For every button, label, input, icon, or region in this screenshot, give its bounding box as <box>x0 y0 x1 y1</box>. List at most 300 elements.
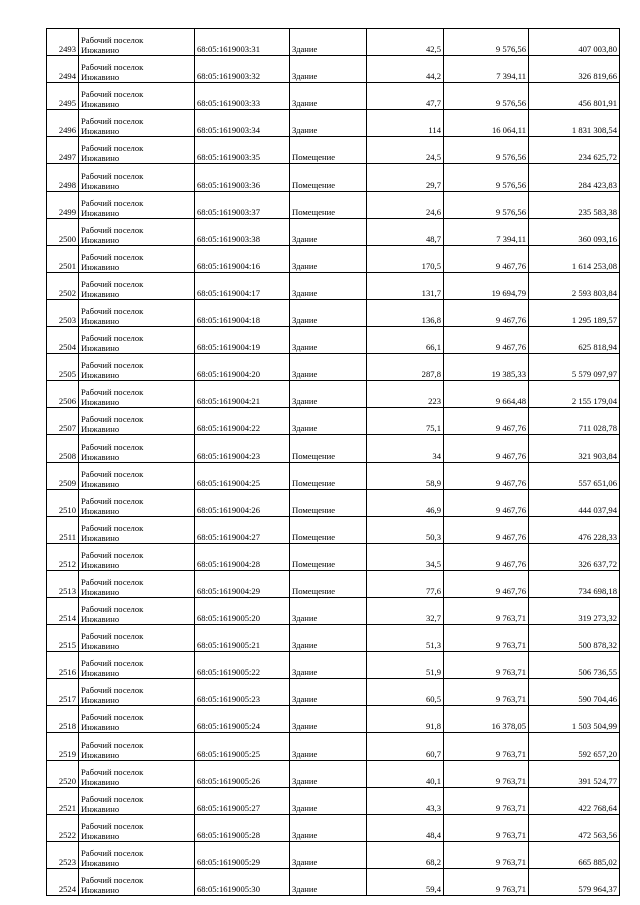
cadastral-number: 68:05:1619005:28 <box>195 814 290 841</box>
cadastral-value: 234 625,72 <box>529 137 620 164</box>
cadastral-value: 711 028,78 <box>529 408 620 435</box>
address-line-1: Рабочий поселок <box>81 658 144 669</box>
object-type: Помещение <box>290 435 367 462</box>
table-row <box>47 706 620 733</box>
address-line-2: Инжавино <box>81 803 120 814</box>
address-line-2: Инжавино <box>81 885 120 895</box>
cadastral-number: 68:05:1619004:17 <box>195 272 290 299</box>
address-line-2: Инжавино <box>81 99 120 110</box>
row-number: 2498 <box>47 164 79 191</box>
area-value: 75,1 <box>367 408 444 435</box>
row-number: 2504 <box>47 327 79 354</box>
address-line-2: Инжавино <box>81 153 120 164</box>
address-cell <box>79 679 195 706</box>
address-line-2: Инжавино <box>81 45 120 56</box>
address-line-1: Рабочий поселок <box>81 793 144 804</box>
address-line-1: Рабочий поселок <box>81 387 144 398</box>
address-line-2: Инжавино <box>81 559 120 570</box>
address-line-1: Рабочий поселок <box>81 35 144 46</box>
address-line-1: Рабочий поселок <box>81 251 144 262</box>
address-line-1: Рабочий поселок <box>81 604 144 615</box>
table-row <box>47 435 620 462</box>
address-line-2: Инжавино <box>81 180 120 191</box>
cadastral-number: 68:05:1619005:25 <box>195 733 290 760</box>
address-cell <box>79 516 195 543</box>
address-cell <box>79 462 195 489</box>
object-type: Здание <box>290 110 367 137</box>
cadastral-value-table <box>46 28 620 896</box>
row-number: 2519 <box>47 733 79 760</box>
cadastral-value: 557 651,06 <box>529 462 620 489</box>
address-cell <box>79 191 195 218</box>
area-value: 223 <box>367 381 444 408</box>
row-number: 2516 <box>47 652 79 679</box>
address-line-1: Рабочий поселок <box>81 576 144 587</box>
specific-value: 9 664,48 <box>444 381 529 408</box>
cadastral-number: 68:05:1619004:26 <box>195 489 290 516</box>
area-value: 66,1 <box>367 327 444 354</box>
specific-value: 9 763,71 <box>444 868 529 895</box>
address-line-1: Рабочий поселок <box>81 360 144 371</box>
address-cell <box>79 56 195 83</box>
specific-value: 9 763,71 <box>444 625 529 652</box>
address-line-1: Рабочий поселок <box>81 522 144 533</box>
area-value: 32,7 <box>367 597 444 624</box>
cadastral-number: 68:05:1619005:22 <box>195 652 290 679</box>
address-line-2: Инжавино <box>81 695 120 706</box>
area-value: 136,8 <box>367 299 444 326</box>
table-row <box>47 625 620 652</box>
cadastral-value: 235 583,38 <box>529 191 620 218</box>
specific-value: 16 378,05 <box>444 706 529 733</box>
address-line-2: Инжавино <box>81 857 120 868</box>
address-line-1: Рабочий поселок <box>81 739 144 750</box>
address-line-1: Рабочий поселок <box>81 712 144 723</box>
object-type: Здание <box>290 652 367 679</box>
area-value: 60,7 <box>367 733 444 760</box>
table-row <box>47 83 620 110</box>
area-value: 51,3 <box>367 625 444 652</box>
address-line-2: Инжавино <box>81 316 120 327</box>
object-type: Здание <box>290 29 367 56</box>
cadastral-value: 1 614 253,08 <box>529 245 620 272</box>
cadastral-number: 68:05:1619004:21 <box>195 381 290 408</box>
address-line-1: Рабочий поселок <box>81 549 144 560</box>
address-line-2: Инжавино <box>81 478 120 489</box>
table-row <box>47 597 620 624</box>
cadastral-number: 68:05:1619003:35 <box>195 137 290 164</box>
row-number: 2494 <box>47 56 79 83</box>
specific-value: 9 763,71 <box>444 814 529 841</box>
address-line-1: Рабочий поселок <box>81 441 144 452</box>
address-cell <box>79 489 195 516</box>
specific-value: 9 763,71 <box>444 597 529 624</box>
row-number: 2513 <box>47 570 79 597</box>
row-number: 2511 <box>47 516 79 543</box>
address-line-1: Рабочий поселок <box>81 89 144 100</box>
object-type: Здание <box>290 381 367 408</box>
address-line-2: Инжавино <box>81 749 120 760</box>
address-cell <box>79 625 195 652</box>
row-number: 2500 <box>47 218 79 245</box>
cadastral-value: 506 736,55 <box>529 652 620 679</box>
cadastral-value: 476 228,33 <box>529 516 620 543</box>
row-number: 2507 <box>47 408 79 435</box>
table-row <box>47 570 620 597</box>
row-number: 2515 <box>47 625 79 652</box>
table-row <box>47 354 620 381</box>
cadastral-value: 592 657,20 <box>529 733 620 760</box>
object-type: Здание <box>290 787 367 814</box>
table-row <box>47 408 620 435</box>
address-cell <box>79 245 195 272</box>
cadastral-value: 422 768,64 <box>529 787 620 814</box>
table-row <box>47 299 620 326</box>
area-value: 34,5 <box>367 543 444 570</box>
specific-value: 9 763,71 <box>444 787 529 814</box>
cadastral-value: 319 273,32 <box>529 597 620 624</box>
address-line-1: Рабочий поселок <box>81 766 144 777</box>
address-cell <box>79 868 195 895</box>
cadastral-number: 68:05:1619004:18 <box>195 299 290 326</box>
specific-value: 9 467,76 <box>444 489 529 516</box>
cadastral-value: 326 819,66 <box>529 56 620 83</box>
address-cell <box>79 381 195 408</box>
table-row <box>47 56 620 83</box>
cadastral-number: 68:05:1619003:33 <box>195 83 290 110</box>
specific-value: 19 694,79 <box>444 272 529 299</box>
address-line-1: Рабочий поселок <box>81 685 144 696</box>
object-type: Здание <box>290 56 367 83</box>
address-cell <box>79 760 195 787</box>
address-cell <box>79 787 195 814</box>
row-number: 2505 <box>47 354 79 381</box>
address-cell <box>79 110 195 137</box>
area-value: 131,7 <box>367 272 444 299</box>
specific-value: 16 064,11 <box>444 110 529 137</box>
cadastral-number: 68:05:1619004:19 <box>195 327 290 354</box>
specific-value: 7 394,11 <box>444 218 529 245</box>
address-cell <box>79 570 195 597</box>
object-type: Здание <box>290 299 367 326</box>
address-line-1: Рабочий поселок <box>81 631 144 642</box>
row-number: 2524 <box>47 868 79 895</box>
area-value: 24,5 <box>367 137 444 164</box>
table-body <box>47 29 620 896</box>
row-number: 2496 <box>47 110 79 137</box>
area-value: 42,5 <box>367 29 444 56</box>
cadastral-number: 68:05:1619004:16 <box>195 245 290 272</box>
table-row <box>47 868 620 895</box>
cadastral-number: 68:05:1619004:28 <box>195 543 290 570</box>
table-row <box>47 29 620 56</box>
specific-value: 9 763,71 <box>444 733 529 760</box>
address-line-2: Инжавино <box>81 397 120 408</box>
address-cell <box>79 814 195 841</box>
address-line-1: Рабочий поселок <box>81 143 144 154</box>
row-number: 2514 <box>47 597 79 624</box>
specific-value: 9 467,76 <box>444 327 529 354</box>
cadastral-value: 5 579 097,97 <box>529 354 620 381</box>
address-line-2: Инжавино <box>81 343 120 354</box>
address-cell <box>79 652 195 679</box>
cadastral-value: 1 831 308,54 <box>529 110 620 137</box>
table-row <box>47 489 620 516</box>
specific-value: 9 467,76 <box>444 299 529 326</box>
area-value: 51,9 <box>367 652 444 679</box>
address-cell <box>79 408 195 435</box>
address-line-1: Рабочий поселок <box>81 495 144 506</box>
address-cell <box>79 218 195 245</box>
table-row <box>47 787 620 814</box>
address-line-2: Инжавино <box>81 72 120 83</box>
row-number: 2521 <box>47 787 79 814</box>
area-value: 114 <box>367 110 444 137</box>
object-type: Здание <box>290 814 367 841</box>
address-cell <box>79 164 195 191</box>
specific-value: 9 576,56 <box>444 191 529 218</box>
specific-value: 9 467,76 <box>444 570 529 597</box>
specific-value: 9 467,76 <box>444 408 529 435</box>
table-row <box>47 814 620 841</box>
cadastral-value: 2 593 803,84 <box>529 272 620 299</box>
row-number: 2523 <box>47 841 79 868</box>
object-type: Здание <box>290 83 367 110</box>
cadastral-value: 321 903,84 <box>529 435 620 462</box>
row-number: 2497 <box>47 137 79 164</box>
cadastral-number: 68:05:1619003:32 <box>195 56 290 83</box>
object-type: Здание <box>290 218 367 245</box>
table-row <box>47 327 620 354</box>
table-row <box>47 164 620 191</box>
row-number: 2493 <box>47 29 79 56</box>
object-type: Здание <box>290 679 367 706</box>
area-value: 44,2 <box>367 56 444 83</box>
cadastral-value: 1 295 189,57 <box>529 299 620 326</box>
cadastral-number: 68:05:1619004:25 <box>195 462 290 489</box>
address-line-2: Инжавино <box>81 641 120 652</box>
cadastral-value: 579 964,37 <box>529 868 620 895</box>
cadastral-number: 68:05:1619003:37 <box>195 191 290 218</box>
object-type: Здание <box>290 625 367 652</box>
object-type: Помещение <box>290 137 367 164</box>
address-line-2: Инжавино <box>81 370 120 381</box>
area-value: 287,8 <box>367 354 444 381</box>
cadastral-number: 68:05:1619004:29 <box>195 570 290 597</box>
cadastral-number: 68:05:1619005:20 <box>195 597 290 624</box>
specific-value: 9 763,71 <box>444 841 529 868</box>
address-line-1: Рабочий поселок <box>81 820 144 831</box>
address-line-2: Инжавино <box>81 451 120 462</box>
table-row <box>47 679 620 706</box>
specific-value: 9 467,76 <box>444 435 529 462</box>
address-cell <box>79 29 195 56</box>
cadastral-number: 68:05:1619003:38 <box>195 218 290 245</box>
specific-value: 9 763,71 <box>444 652 529 679</box>
object-type: Помещение <box>290 570 367 597</box>
address-line-1: Рабочий поселок <box>81 847 144 858</box>
address-line-2: Инжавино <box>81 722 120 733</box>
row-number: 2517 <box>47 679 79 706</box>
address-line-1: Рабочий поселок <box>81 170 144 181</box>
address-line-1: Рабочий поселок <box>81 333 144 344</box>
cadastral-number: 68:05:1619004:27 <box>195 516 290 543</box>
object-type: Помещение <box>290 543 367 570</box>
specific-value: 9 467,76 <box>444 245 529 272</box>
table-row <box>47 760 620 787</box>
address-line-1: Рабочий поселок <box>81 875 144 885</box>
specific-value: 9 467,76 <box>444 516 529 543</box>
object-type: Здание <box>290 841 367 868</box>
area-value: 58,9 <box>367 462 444 489</box>
address-line-1: Рабочий поселок <box>81 197 144 208</box>
address-line-2: Инжавино <box>81 532 120 543</box>
object-type: Помещение <box>290 462 367 489</box>
address-line-2: Инжавино <box>81 505 120 516</box>
specific-value: 9 763,71 <box>444 679 529 706</box>
specific-value: 19 385,33 <box>444 354 529 381</box>
table-row <box>47 381 620 408</box>
area-value: 170,5 <box>367 245 444 272</box>
row-number: 2499 <box>47 191 79 218</box>
area-value: 48,7 <box>367 218 444 245</box>
specific-value: 9 576,56 <box>444 137 529 164</box>
specific-value: 9 467,76 <box>444 462 529 489</box>
area-value: 29,7 <box>367 164 444 191</box>
cadastral-number: 68:05:1619003:36 <box>195 164 290 191</box>
address-cell <box>79 841 195 868</box>
address-line-1: Рабочий поселок <box>81 62 144 73</box>
object-type: Помещение <box>290 489 367 516</box>
object-type: Здание <box>290 868 367 895</box>
area-value: 47,7 <box>367 83 444 110</box>
cadastral-number: 68:05:1619005:23 <box>195 679 290 706</box>
area-value: 59,4 <box>367 868 444 895</box>
area-value: 77,6 <box>367 570 444 597</box>
cadastral-value: 444 037,94 <box>529 489 620 516</box>
specific-value: 9 763,71 <box>444 760 529 787</box>
area-value: 43,3 <box>367 787 444 814</box>
address-line-2: Инжавино <box>81 288 120 299</box>
area-value: 60,5 <box>367 679 444 706</box>
address-line-1: Рабочий поселок <box>81 468 144 479</box>
row-number: 2520 <box>47 760 79 787</box>
address-line-2: Инжавино <box>81 668 120 679</box>
table-row <box>47 191 620 218</box>
table-row <box>47 218 620 245</box>
cadastral-number: 68:05:1619005:27 <box>195 787 290 814</box>
object-type: Помещение <box>290 516 367 543</box>
object-type: Здание <box>290 760 367 787</box>
area-value: 24,6 <box>367 191 444 218</box>
cadastral-value: 472 563,56 <box>529 814 620 841</box>
address-line-2: Инжавино <box>81 424 120 435</box>
address-cell <box>79 354 195 381</box>
cadastral-value: 1 503 504,99 <box>529 706 620 733</box>
row-number: 2518 <box>47 706 79 733</box>
row-number: 2510 <box>47 489 79 516</box>
area-value: 48,4 <box>367 814 444 841</box>
address-line-2: Инжавино <box>81 614 120 625</box>
cadastral-value: 284 423,83 <box>529 164 620 191</box>
object-type: Здание <box>290 706 367 733</box>
cadastral-number: 68:05:1619005:24 <box>195 706 290 733</box>
address-cell <box>79 299 195 326</box>
cadastral-value: 360 093,16 <box>529 218 620 245</box>
cadastral-value: 2 155 179,04 <box>529 381 620 408</box>
cadastral-number: 68:05:1619003:31 <box>195 29 290 56</box>
cadastral-value: 407 003,80 <box>529 29 620 56</box>
specific-value: 9 576,56 <box>444 164 529 191</box>
address-cell <box>79 435 195 462</box>
address-cell <box>79 83 195 110</box>
table-row <box>47 652 620 679</box>
specific-value: 7 394,11 <box>444 56 529 83</box>
object-type: Помещение <box>290 164 367 191</box>
address-cell <box>79 327 195 354</box>
cadastral-value: 665 885,02 <box>529 841 620 868</box>
object-type: Здание <box>290 272 367 299</box>
row-number: 2512 <box>47 543 79 570</box>
cadastral-number: 68:05:1619005:21 <box>195 625 290 652</box>
area-value: 34 <box>367 435 444 462</box>
table-row <box>47 272 620 299</box>
cadastral-number: 68:05:1619004:20 <box>195 354 290 381</box>
address-line-1: Рабочий поселок <box>81 414 144 425</box>
cadastral-value: 625 818,94 <box>529 327 620 354</box>
cadastral-value: 456 801,91 <box>529 83 620 110</box>
object-type: Помещение <box>290 191 367 218</box>
table-row <box>47 516 620 543</box>
table-row <box>47 841 620 868</box>
address-cell <box>79 543 195 570</box>
address-line-2: Инжавино <box>81 586 120 597</box>
row-number: 2503 <box>47 299 79 326</box>
table-row <box>47 733 620 760</box>
row-number: 2495 <box>47 83 79 110</box>
cadastral-number: 68:05:1619004:23 <box>195 435 290 462</box>
table-row <box>47 110 620 137</box>
area-value: 91,8 <box>367 706 444 733</box>
table-row <box>47 543 620 570</box>
object-type: Здание <box>290 245 367 272</box>
row-number: 2509 <box>47 462 79 489</box>
row-number: 2506 <box>47 381 79 408</box>
cadastral-number: 68:05:1619005:26 <box>195 760 290 787</box>
row-number: 2508 <box>47 435 79 462</box>
address-line-2: Инжавино <box>81 776 120 787</box>
cadastral-number: 68:05:1619005:30 <box>195 868 290 895</box>
object-type: Здание <box>290 327 367 354</box>
area-value: 46,9 <box>367 489 444 516</box>
address-line-2: Инжавино <box>81 126 120 137</box>
address-cell <box>79 733 195 760</box>
address-line-2: Инжавино <box>81 261 120 272</box>
cadastral-value: 391 524,77 <box>529 760 620 787</box>
table-row <box>47 245 620 272</box>
specific-value: 9 576,56 <box>444 83 529 110</box>
cadastral-value: 326 637,72 <box>529 543 620 570</box>
address-line-2: Инжавино <box>81 207 120 218</box>
area-value: 68,2 <box>367 841 444 868</box>
table-row <box>47 462 620 489</box>
address-line-1: Рабочий поселок <box>81 278 144 289</box>
address-cell <box>79 137 195 164</box>
object-type: Здание <box>290 408 367 435</box>
address-line-1: Рабочий поселок <box>81 224 144 235</box>
area-value: 50,3 <box>367 516 444 543</box>
address-cell <box>79 706 195 733</box>
